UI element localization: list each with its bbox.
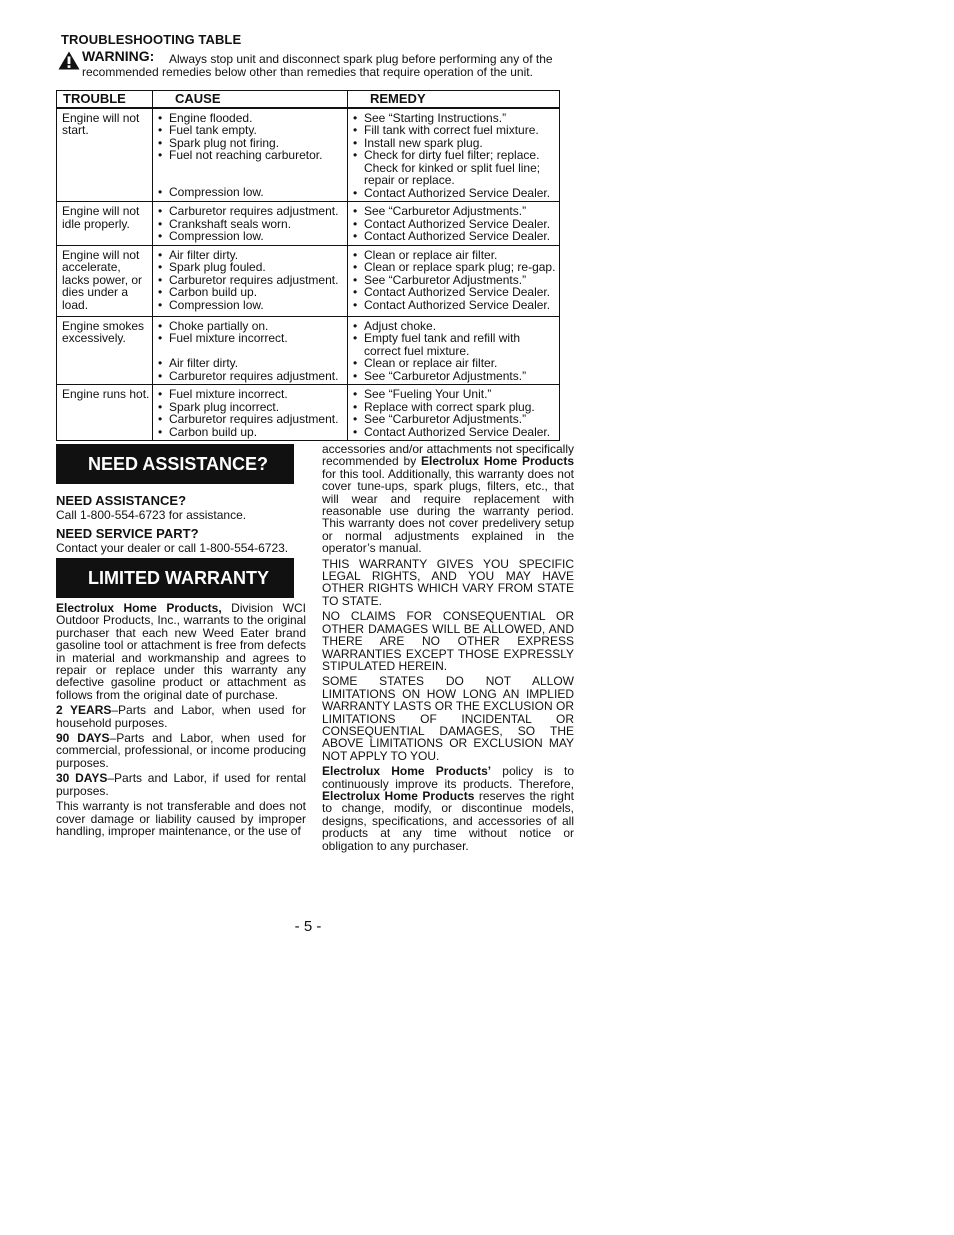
- cause-item: • Crankshaft seals worn.: [158, 218, 345, 231]
- cause-item: • Air filter dirty.: [158, 357, 345, 370]
- remedy-item: • Contact Authorized Service Dealer.: [353, 426, 557, 439]
- need-assistance-text: Call 1-800-554-6723 for assistance.: [56, 508, 247, 522]
- remedy-item: • See “Starting Instructions.”: [353, 112, 557, 125]
- cause-cell: [153, 108, 348, 202]
- header-trouble: TROUBLE: [57, 91, 153, 108]
- warranty-cont-text: for this tool. Additionally, this warranty does not cover tune-ups, spark plugs, filters, etc., that will wear and require replacement with reasonable use during the warranty period. This warranty does not cover predelivery setup or normal adjustments explained in the operator’s manual.: [322, 466, 574, 556]
- cause-item: • Carburetor requires adjustment.: [158, 274, 345, 287]
- warranty-continuation: [322, 443, 574, 555]
- warning-label: WARNING:: [82, 48, 155, 64]
- header-cause: CAUSE: [153, 91, 348, 108]
- warranty-claims-text: NO CLAIMS FOR CONSEQUENTIAL OR OTHER DAMAGES WILL BE ALLOWED, AND THERE ARE NO OTHER EXPRESS WARRANTIES EXCEPT THOSE EXPRESSLY STIPULATED HEREIN.: [322, 609, 574, 673]
- cause-item: • Carburetor requires adjustment.: [158, 205, 345, 218]
- warranty-term-label: 30 DAYS: [56, 771, 108, 786]
- cause-cell: [153, 245, 348, 316]
- remedy-item: • Contact Authorized Service Dealer.: [353, 218, 557, 231]
- cause-cell: [153, 202, 348, 246]
- warranty-term-label: 90 DAYS: [56, 731, 110, 746]
- company-name: Electrolux Home Products’: [322, 764, 492, 779]
- need-service-part-text: Contact your dealer or call 1-800-554-6723.: [56, 541, 289, 555]
- warranty-term-label: 2 YEARS: [56, 703, 112, 718]
- limited-warranty-banner: LIMITED WARRANTY: [56, 558, 294, 598]
- warranty-states-text: SOME STATES DO NOT ALLOW LIMITATIONS ON HOW LONG AN IMPLIED WARRANTY LASTS OR THE EXCLUSION OR LIMITATIONS OF INCIDENTAL OR CONSEQUENTIAL DAMAGES, SO THE ABOVE LIMITATIONS OR EXCLUSION MAY NOT APPLY TO YOU.: [322, 674, 574, 763]
- remedy-item: • Contact Authorized Service Dealer.: [353, 286, 557, 299]
- warranty-term-text: –Parts and Labor, if used for rental purposes.: [56, 771, 306, 798]
- remedy-item: • Empty fuel tank and refill with correct fuel mixture.: [353, 332, 544, 357]
- remedy-cell: [348, 108, 560, 202]
- cause-item: • Carburetor requires adjustment.: [158, 413, 345, 426]
- warranty-intro: [56, 602, 306, 701]
- remedy-item: • See “Fueling Your Unit.”: [353, 388, 557, 401]
- cause-item: • Choke partially on.: [158, 320, 345, 333]
- remedy-cell: [348, 316, 560, 385]
- table-row: [57, 202, 560, 246]
- need-service-part-heading: NEED SERVICE PART?: [56, 526, 199, 541]
- remedy-item: • Adjust choke.: [353, 320, 557, 333]
- remedy-item: • Clean or replace air filter.: [353, 249, 557, 262]
- warranty-term: [56, 732, 306, 769]
- cause-item: • Spark plug incorrect.: [158, 401, 345, 414]
- table-row: [57, 385, 560, 441]
- company-name: Electrolux Home Products: [421, 454, 574, 469]
- troubleshooting-table: [56, 90, 560, 441]
- warranty-cont-text: accessories and/or attachments not specifically recommended by: [322, 442, 574, 469]
- trouble-cell: Engine will not start.: [57, 108, 153, 202]
- cause-item: • Compression low.: [158, 299, 345, 312]
- cause-item: • Fuel mixture incorrect.: [158, 332, 345, 345]
- company-name: Electrolux Home Products,: [56, 601, 222, 615]
- remedy-item: • Contact Authorized Service Dealer.: [353, 299, 557, 312]
- warranty-right-column: [322, 443, 574, 855]
- cause-item: • Spark plug fouled.: [158, 261, 345, 274]
- remedy-item: • See “Carburetor Adjustments.”: [353, 370, 557, 383]
- cause-item: • Compression low.: [158, 230, 345, 243]
- header-remedy: REMEDY: [348, 91, 560, 108]
- warranty-policy-text: policy is to continuously improve its products. Therefore,: [322, 764, 574, 791]
- cause-item: • Air filter dirty.: [158, 249, 345, 262]
- warranty-term-text: –Parts and Labor, when used for commercial, professional, or income producing purposes.: [56, 731, 307, 770]
- cause-cell: [153, 385, 348, 441]
- table-row: [57, 316, 560, 385]
- cause-item: • Fuel not reaching carburetor.: [158, 149, 345, 162]
- warranty-term: [56, 704, 306, 729]
- warranty-left-column: [56, 602, 306, 840]
- cause-item: • Spark plug not firing.: [158, 137, 345, 150]
- table-row: [57, 245, 560, 316]
- remedy-cell: [348, 385, 560, 441]
- company-name: Electrolux Home Products: [322, 788, 475, 803]
- trouble-cell: Engine will not accelerate, lacks power, or dies under a load.: [57, 245, 153, 316]
- table-header-row: [57, 91, 560, 108]
- cause-item: • Carbon build up.: [158, 286, 345, 299]
- warning-triangle-icon: [58, 51, 80, 70]
- trouble-cell: Engine will not idle properly.: [57, 202, 153, 246]
- warning-text-line1: Always stop unit and disconnect spark plug before performing any of the: [169, 52, 553, 66]
- remedy-cell: [348, 202, 560, 246]
- cause-item: • Engine flooded.: [158, 112, 345, 125]
- remedy-item: • Clean or replace spark plug; re-gap.: [353, 261, 557, 274]
- cause-item: • Compression low.: [158, 186, 345, 199]
- need-assistance-banner: NEED ASSISTANCE?: [56, 444, 294, 484]
- page-number: - 5 -: [294, 918, 322, 935]
- need-assistance-heading: NEED ASSISTANCE?: [56, 493, 187, 508]
- warning-text-line2: recommended remedies below other than remedies that require operation of the unit.: [82, 65, 533, 79]
- doc-title: TROUBLESHOOTING TABLE: [61, 32, 242, 47]
- cause-item: • Fuel mixture incorrect.: [158, 388, 345, 401]
- remedy-item: • Clean or replace air filter.: [353, 357, 557, 370]
- warning-block: [58, 50, 568, 82]
- table-row: [57, 108, 560, 202]
- remedy-item: • Replace with correct spark plug.: [353, 401, 557, 414]
- remedy-item: • See “Carburetor Adjustments.”: [353, 274, 557, 287]
- cause-item: • Fuel tank empty.: [158, 124, 345, 137]
- warranty-policy-text: reserves the right to change, modify, or discontinue models, designs, specifications, and accessories of all products at any time without notice or obligation to any purchaser.: [322, 788, 574, 853]
- remedy-item: • Contact Authorized Service Dealer.: [353, 230, 557, 243]
- warranty-policy: [322, 765, 574, 852]
- cause-item: • Carburetor requires adjustment.: [158, 370, 345, 383]
- remedy-item: • See “Carburetor Adjustments.”: [353, 205, 557, 218]
- remedy-item: • Install new spark plug.: [353, 137, 557, 150]
- remedy-item: • Fill tank with correct fuel mixture.: [353, 124, 557, 137]
- warranty-term-text: –Parts and Labor, when used for household purposes.: [56, 703, 306, 730]
- cause-cell: [153, 316, 348, 385]
- warranty-transfer-text: This warranty is not transferable and does not cover damage or liability caused by improper handling, improper maintenance, or the use of: [56, 799, 306, 838]
- remedy-item: • See “Carburetor Adjustments.”: [353, 413, 557, 426]
- warranty-rights-text: THIS WARRANTY GIVES YOU SPECIFIC LEGAL RIGHTS, AND YOU MAY HAVE OTHER RIGHTS WHICH VARY FROM STATE TO STATE.: [322, 556, 574, 608]
- warranty-intro-text: Division WCI Outdoor Products, Inc., warrants to the original purchaser that each new Weed Eater brand gasoline tool or attachment is free from defects in material and workmanship and agrees to repair or replace under this warranty any defective gasoline product or attachment as follows from the original date of purchase.: [56, 601, 306, 702]
- trouble-cell: Engine smokes excessively.: [57, 316, 153, 385]
- cause-item: • Carbon build up.: [158, 426, 345, 439]
- warranty-term: [56, 772, 306, 797]
- remedy-item: • Check for dirty fuel filter; replace. Check for kinked or split fuel line; repair or replace.: [353, 149, 550, 187]
- remedy-cell: [348, 245, 560, 316]
- remedy-item: • Contact Authorized Service Dealer.: [353, 187, 557, 200]
- trouble-cell: Engine runs hot.: [57, 385, 153, 441]
